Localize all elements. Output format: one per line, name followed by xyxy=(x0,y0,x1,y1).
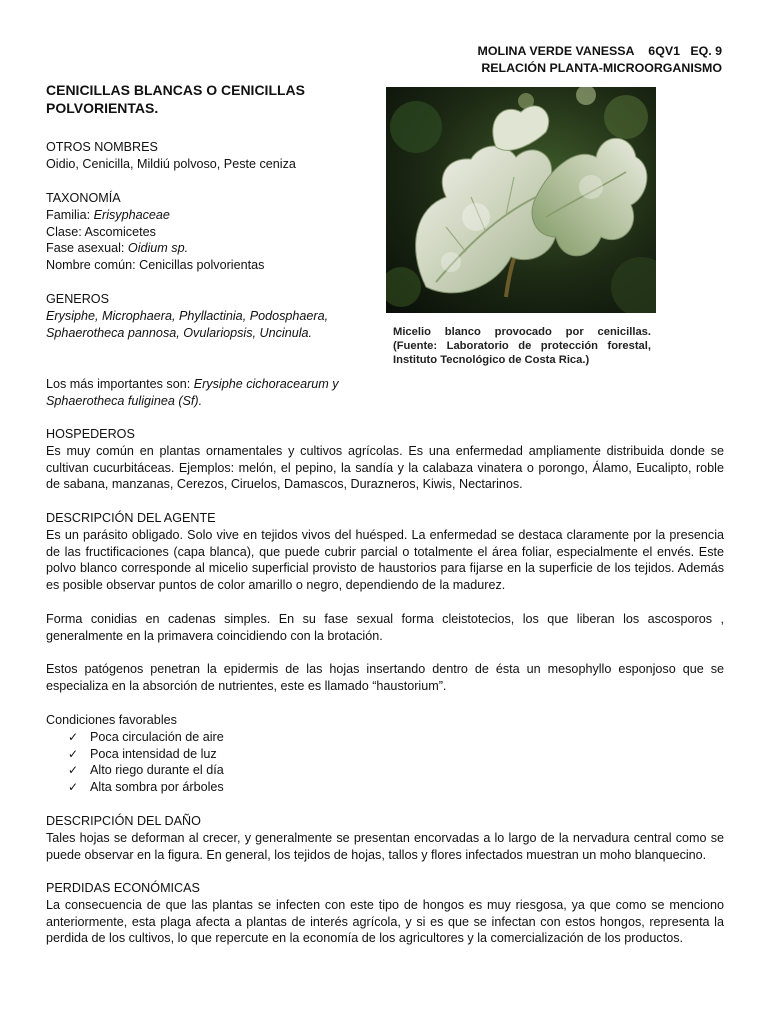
hospederos-section xyxy=(46,426,724,493)
taxonomia-value: Ascomicetes xyxy=(84,224,156,239)
document-header xyxy=(478,43,722,77)
powdery-mildew-leaf-photo xyxy=(386,87,656,313)
checkmark-icon: ✓ xyxy=(68,746,79,761)
dano-section xyxy=(46,813,724,863)
taxonomia-row xyxy=(46,207,366,224)
taxonomia-label: Nombre común: xyxy=(46,258,136,273)
list-item-text: Alta sombra por árboles xyxy=(90,780,224,795)
agente-section xyxy=(46,510,724,594)
importantes-section xyxy=(46,376,346,410)
condiciones-section xyxy=(46,712,446,796)
document-subtitle: RELACIÓN PLANTA-MICROORGANISMO xyxy=(481,61,722,75)
perdidas-heading: PERDIDAS ECONÓMICAS xyxy=(46,881,200,895)
list-item-text: Poca circulación de aire xyxy=(90,729,224,744)
checkmark-icon: ✓ xyxy=(68,729,79,744)
taxonomia-value: Erisyphaceae xyxy=(93,207,170,222)
figure-caption: Micelio blanco provocado por cenicillas. (Fuente: Laboratorio de protección forestal, Instituto Tecnológico de Costa Rica.) xyxy=(393,326,651,366)
group-code: 6QV1 xyxy=(648,44,680,58)
hospederos-text: Es muy común en plantas ornamentales y cultivos agrícolas. Es una enfermedad ampliamente distribuida donde se cultivan cucurbitáceas. Ejemplos: melón, el pepino, la sandía y la calabaza vinatera o porongo, Álamo, Eucalipto, roble de sabana, manzanas, Cerezos, Ciruelos, Damascos, Durazneros, Kiwis, Nectarinos. xyxy=(46,443,724,492)
taxonomia-label: Clase: xyxy=(46,224,82,239)
taxonomia-row xyxy=(46,224,366,241)
perdidas-section xyxy=(46,880,724,947)
condiciones-heading: Condiciones favorables xyxy=(46,713,177,727)
author-name: MOLINA VERDE VANESSA xyxy=(477,44,635,58)
list-item-text: Poca intensidad de luz xyxy=(90,746,217,761)
generos-section xyxy=(46,291,346,341)
taxonomia-heading: TAXONOMÍA xyxy=(46,191,121,205)
dano-text: Tales hojas se deforman al crecer, y generalmente se presentan encorvadas a lo largo de la nervadura central como se puede observar en la figura. En general, los tejidos de hojas, tallos y flores infectados muestran un moho blanquecino. xyxy=(46,830,724,862)
generos-heading: GENEROS xyxy=(46,292,109,306)
agente-heading: DESCRIPCIÓN DEL AGENTE xyxy=(46,511,216,525)
otros-nombres-text: Oidio, Cenicilla, Mildiú polvoso, Peste ceniza xyxy=(46,156,296,171)
list-item xyxy=(68,729,446,746)
list-item xyxy=(68,746,446,763)
otros-nombres-heading: OTROS NOMBRES xyxy=(46,140,158,154)
list-item xyxy=(68,779,446,796)
importantes-value: Erysiphe cichoracearum y Sphaerotheca fuliginea (Sf). xyxy=(46,377,339,408)
taxonomia-label: Familia: xyxy=(46,207,91,222)
author-line xyxy=(478,43,722,60)
document-title: CENICILLAS BLANCAS O CENICILLAS POLVORIENTAS. xyxy=(46,82,305,116)
hospederos-heading: HOSPEDEROS xyxy=(46,427,135,441)
checkmark-icon: ✓ xyxy=(68,763,79,778)
dano-heading: DESCRIPCIÓN DEL DAÑO xyxy=(46,814,201,828)
taxonomia-row xyxy=(46,257,366,274)
taxonomia-section xyxy=(46,190,366,274)
agente-paragraph-3: Estos patógenos penetran la epidermis de las hojas insertando dentro de ésta un mesophyllo esponjoso que se especializa en la absorción de nutrientes, este es llamado “haustorium”. xyxy=(46,662,724,693)
agente-paragraph-2: Forma conidias en cadenas simples. En su fase sexual forma cleistotecios, los que liberan los ascosporos , generalmente en la primavera coincidiendo con la brotación. xyxy=(46,612,724,643)
taxonomia-value: Oidium sp. xyxy=(127,241,189,256)
condiciones-list xyxy=(46,729,446,796)
list-item-text: Alto riego durante el día xyxy=(90,763,224,778)
checkmark-icon: ✓ xyxy=(68,780,79,795)
list-item xyxy=(68,762,446,779)
taxonomia-row xyxy=(46,240,366,257)
perdidas-text: La consecuencia de que las plantas se infecten con este tipo de hongos es muy riesgosa, ya que como se menciono anteriormente, esta plaga afecta a plantas de interés agrícola, y si es que se infectan con estos hongos, representa la perdida de los cultivos, lo que repercute en la economía de los agricultores y la comercialización de los productos. xyxy=(46,897,724,946)
taxonomia-label: Fase asexual: xyxy=(46,241,125,256)
team-number: EQ. 9 xyxy=(690,44,722,58)
generos-text: Erysiphe, Microphaera, Phyllactinia, Podosphaera, Sphaerotheca pannosa, Ovulariopsis, Uncinula. xyxy=(46,308,329,340)
taxonomia-value: Cenicillas polvorientas xyxy=(139,258,265,273)
agente-paragraph-1: Es un parásito obligado. Solo vive en tejidos vivos del huésped. La enfermedad se destaca claramente por la presencia de las fructificaciones (capa blanca), que puede cubrir parcial o totalmente el área foliar, especialmente el envés. Este polvo blanco corresponde al micelio superficial provisto de haustorios para fijarse en la superficie de los tejidos. Además es posible observar puntos de color amarillo o negro, dependiendo de la madurez. xyxy=(46,527,724,593)
importantes-label: Los más importantes son: xyxy=(46,377,191,391)
otros-nombres-section xyxy=(46,139,366,173)
